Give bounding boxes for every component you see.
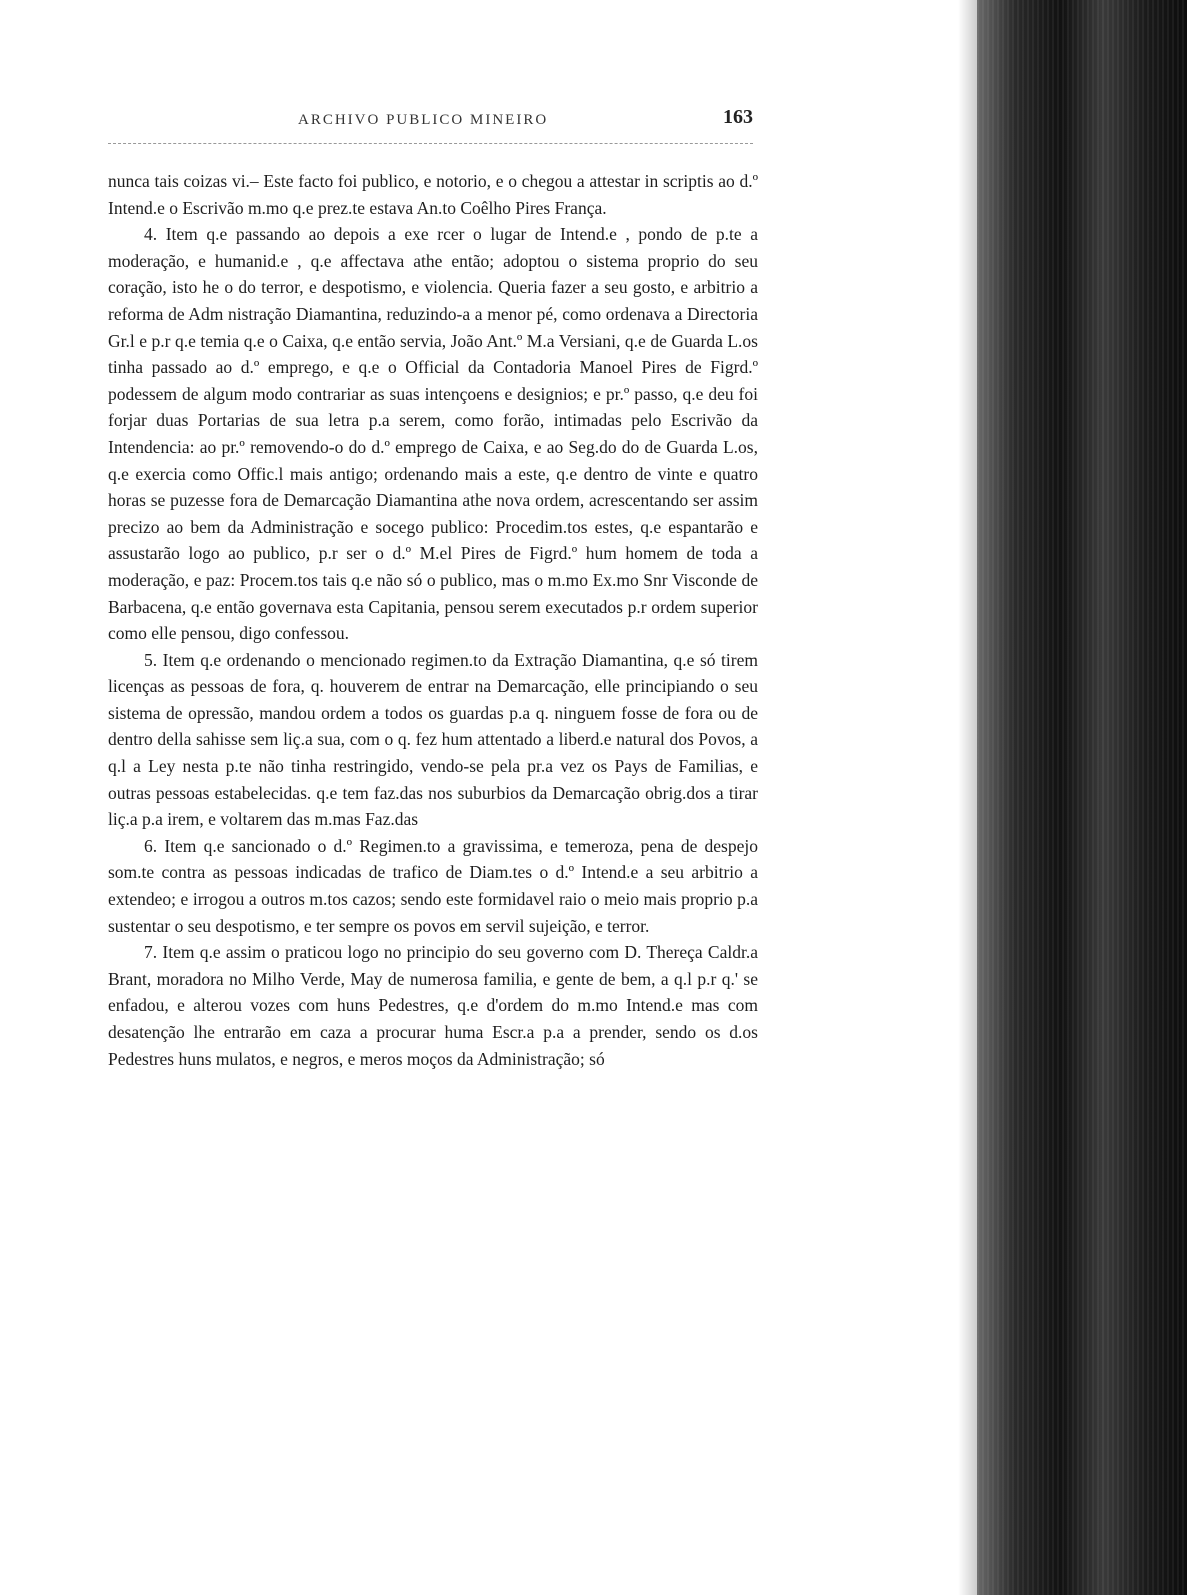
running-header	[108, 106, 753, 140]
header-rule	[108, 143, 753, 144]
book-binding-edge	[977, 0, 1187, 1595]
paragraph-item-4: 4. Item q.e passando ao depois a exe rcer o lugar de Intend.e , pondo de p.te a moderação, e humanid.e , q.e affectava athe então; adoptou o sistema proprio do seu coração, isto he o do terror, e despotismo, e violencia. Queria fazer a seu gosto, e arbitrio a reforma de Adm nistração Diamantina, reduzindo-a a menor pé, como ordenava a Directoria Gr.l e p.r q.e temia q.e o Caixa, q.e então servia, João Ant.º M.a Versiani, q.e de Guarda L.os tinha passado ao d.º emprego, e q.e o Official da Contadoria Manoel Pires de Figrd.º podessem de algum modo contrariar as suas intençoens e designios; e pr.º passo, q.e deu foi forjar duas Portarias de sua letra p.a serem, como forão, intimadas pelo Escrivão da Intendencia: ao pr.º removendo-o do d.º emprego de Caixa, e ao Seg.do do de Guarda L.os, q.e exercia como Offic.l mais antigo; ordenando mais a este, q.e dentro de vinte e quatro horas se puzesse fora de Demarcação Diamantina athe nova ordem, acrescentando ser assim precizo ao bem da Administração e socego publico: Procedim.tos estes, q.e espantarão e assustarão logo ao publico, p.r ser o d.º M.el Pires de Figrd.º hum homem de toda a moderação, e paz: Procem.tos tais q.e não só o publico, mas o m.mo Ex.mo Snr Visconde de Barbacena, q.e então governava esta Capitania, pensou serem executados p.r ordem superior como elle pensou, digo confessou.	[108, 224, 758, 644]
running-title: ARCHIVO PUBLICO MINEIRO	[298, 112, 549, 128]
paragraph-continuation: nunca tais coizas vi.– Este facto foi publico, e notorio, e o chegou a attestar in scriptis ao d.º Intend.e o Escrivão m.mo q.e prez.te estava An.to Coêlho Pires França.	[108, 171, 758, 218]
page-number: 163	[723, 106, 753, 128]
paragraph-item-7: 7. Item q.e assim o praticou logo no principio do seu governo com D. Thereça Caldr.a Brant, moradora no Milho Verde, May de numerosa familia, e gente de bem, a q.l p.r q.' se enfadou, e alterou vozes com huns Pedestres, q.e d'ordem do m.mo Intend.e mas com desatenção lhe entrarão em caza a procurar huma Escr.a p.a a prender, sendo os d.os Pedestres huns mulatos, e negros, e meros moços da Administração; só	[108, 942, 758, 1069]
paragraph-item-5: 5. Item q.e ordenando o mencionado regimen.to da Extração Diamantina, q.e só tirem licenças as pessoas de fora, q. houverem de entrar na Demarcação, elle principiando o seu sistema de opressão, mandou ordem a todos os guardas p.a q. ninguem fosse de fora ou de dentro della sahisse sem liç.a sua, com o q. fez hum attentado a liberd.e natural dos Povos, a q.l a Ley nesta p.te não tinha restringido, vendo-se pela pr.a vez os Pays de Familias, e outras pessoas estabelecidas. q.e tem faz.das nos suburbios da Demarcação obrig.dos a tirar liç.a p.a irem, e voltarem das m.mas Faz.das	[108, 649, 758, 830]
paragraph-item-6: 6. Item q.e sancionado o d.º Regimen.to a gravissima, e temeroza, pena de despejo som.te contra as pessoas indicadas de trafico de Diam.tes o d.º Intend.e a seu arbitrio a extendeo; e irrogou a outros m.tos cazos; sendo este formidavel raio o meio mais proprio p.a sustentar o seu despotismo, e ter sempre os povos em servil sujeição, e terror.	[108, 835, 758, 936]
body-text	[108, 168, 758, 1072]
